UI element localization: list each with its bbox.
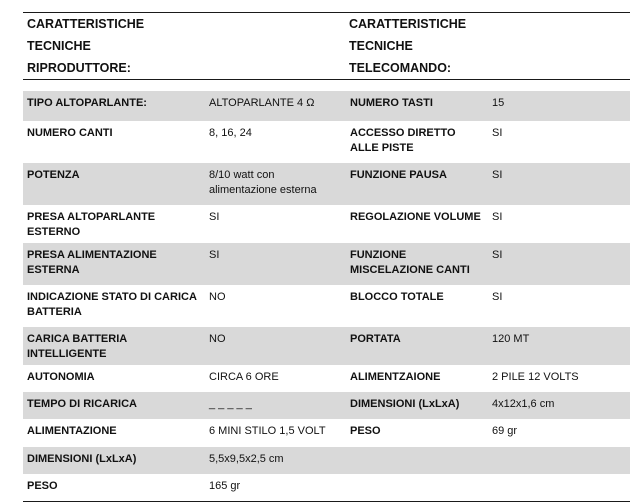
remote-spec-value: 69 gr: [492, 425, 518, 437]
player-spec-value: NO: [209, 291, 226, 303]
player-spec-label: TEMPO DI RICARICA: [23, 392, 205, 419]
remote-spec-value: SI: [488, 243, 630, 285]
remote-spec-value: [488, 474, 630, 501]
player-spec-label: DIMENSIONI (LxLxA): [23, 447, 205, 474]
remote-spec-value: 120 MT: [488, 327, 630, 365]
remote-spec-label: REGOLAZIONE VOLUME: [350, 211, 481, 223]
remote-spec-value: SI: [492, 211, 503, 223]
player-spec-label: NUMERO CANTI: [27, 127, 113, 139]
remote-spec-value: SI: [492, 127, 503, 139]
header-line: TECNICHE: [349, 39, 413, 53]
table-row: [23, 392, 630, 419]
remote-spec-label: PORTATA: [346, 327, 488, 365]
player-spec-label: AUTONOMIA: [27, 371, 95, 383]
remote-spec-label: ACCESSO DIRETTO ALLE PISTE: [350, 127, 456, 154]
player-spec-value: 8, 16, 24: [209, 127, 252, 139]
player-spec-value: NO: [205, 327, 346, 365]
table-row: [23, 163, 630, 205]
table-row: [23, 447, 630, 474]
table-row: [23, 365, 630, 392]
table-row: [23, 121, 630, 163]
header-line: TECNICHE: [27, 39, 91, 53]
table-row: [23, 419, 630, 447]
player-spec-label: CARICA BATTERIA INTELLIGENTE: [23, 327, 205, 365]
table-row: [23, 243, 630, 285]
remote-spec-label: ALIMENTZAIONE: [350, 371, 441, 383]
remote-spec-label: FUNZIONE PAUSA: [346, 163, 488, 205]
player-spec-value: CIRCA 6 ORE: [209, 371, 279, 383]
table-row: [23, 327, 630, 365]
header-line: TELECOMANDO:: [349, 61, 452, 75]
remote-spec-value: 15: [488, 91, 630, 121]
player-spec-label: ALIMENTAZIONE: [27, 425, 117, 437]
spec-table: [23, 91, 630, 501]
player-spec-value: SI: [205, 243, 346, 285]
header-row: [23, 13, 630, 79]
player-spec-label: INDICAZIONE STATO DI CARICA BATTERIA: [27, 291, 197, 318]
table-row: [23, 205, 630, 243]
header-line: RIPRODUTTORE:: [27, 61, 131, 75]
player-spec-label: POTENZA: [23, 163, 205, 205]
remote-spec-value: SI: [488, 163, 630, 205]
table-row: [23, 91, 630, 121]
player-spec-value: _ _ _ _ _: [205, 392, 346, 419]
remote-spec-value: SI: [492, 291, 503, 303]
remote-spec-label: [346, 447, 488, 474]
player-spec-value: 6 MINI STILO 1,5 VOLT: [209, 425, 326, 437]
player-spec-value: 5,5x9,5x2,5 cm: [205, 447, 346, 474]
table-row: [23, 285, 630, 327]
player-spec-label: PRESA ALTOPARLANTE ESTERNO: [27, 211, 156, 238]
player-spec-value: 165 gr: [209, 480, 241, 492]
player-spec-label: PESO: [27, 480, 58, 492]
header-remote: [349, 13, 630, 79]
remote-spec-label: NUMERO TASTI: [346, 91, 488, 121]
remote-spec-label: FUNZIONE MISCELAZIONE CANTI: [346, 243, 488, 285]
remote-spec-label: DIMENSIONI (LxLxA): [346, 392, 488, 419]
remote-spec-value: 2 PILE 12 VOLTS: [492, 371, 579, 383]
player-spec-label: TIPO ALTOPARLANTE:: [23, 91, 205, 121]
header-line: CARATTERISTICHE: [349, 17, 467, 31]
header-player: [23, 13, 349, 79]
spacer: [23, 80, 630, 91]
player-spec-label: PRESA ALIMENTAZIONE ESTERNA: [23, 243, 205, 285]
spec-sheet: [23, 12, 630, 502]
player-spec-value: ALTOPARLANTE 4 Ω: [205, 91, 346, 121]
remote-spec-value: [488, 447, 630, 474]
remote-spec-label: PESO: [350, 425, 381, 437]
player-spec-value: SI: [209, 211, 220, 223]
remote-spec-label: BLOCCO TOTALE: [350, 291, 444, 303]
remote-spec-value: 4x12x1,6 cm: [488, 392, 630, 419]
remote-spec-label: [346, 474, 488, 501]
table-row: [23, 474, 630, 501]
player-spec-value: 8/10 watt con alimentazione esterna: [205, 163, 346, 205]
header-line: CARATTERISTICHE: [27, 17, 145, 31]
